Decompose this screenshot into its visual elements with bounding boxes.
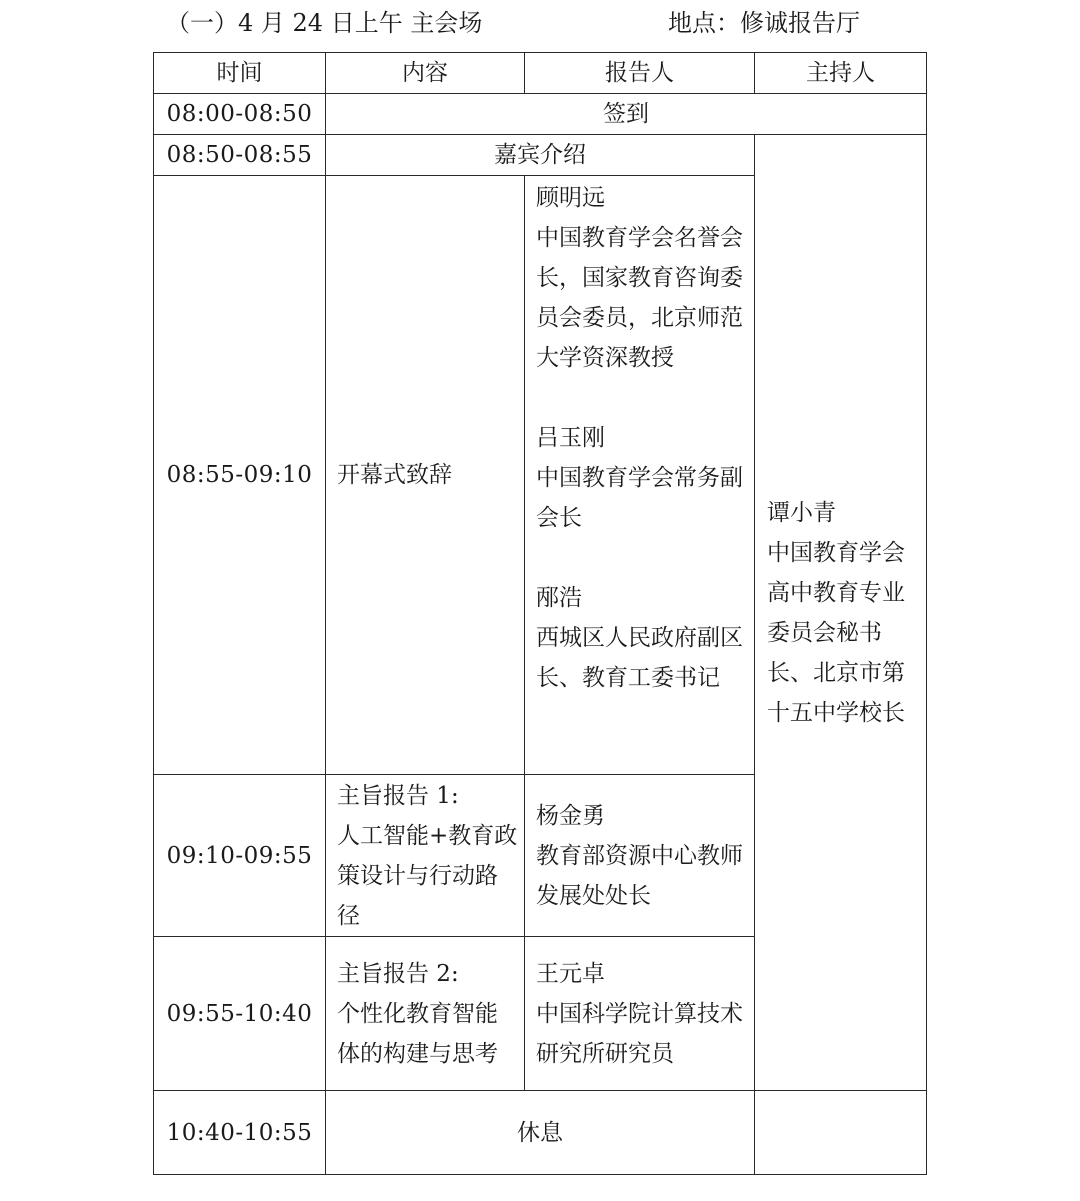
column-header-time: 时间 [154, 53, 326, 94]
content-cell: 休息 [326, 1091, 755, 1175]
speaker-cell [525, 176, 755, 775]
content-cell: 签到 [326, 94, 927, 135]
keynote-label: 主旨报告 1: [337, 782, 459, 809]
session-title: （一）4 月 24 日上午 主会场 [166, 9, 483, 37]
session-location: 地点：修诚报告厅 [668, 9, 860, 37]
time-cell: 08:00-08:50 [154, 94, 326, 135]
time-cell: 09:55-10:40 [154, 937, 326, 1091]
keynote-label: 主旨报告 2: [337, 960, 459, 987]
speaker-title: 中国教育学会常务副会长 [536, 465, 743, 531]
host-cell [755, 135, 927, 1091]
time-cell: 09:10-09:55 [154, 775, 326, 937]
speaker-cell [525, 937, 755, 1091]
keynote-title: 人工智能+教育政策设计与行动路径 [337, 822, 518, 929]
column-header-speaker: 报告人 [525, 53, 755, 94]
speaker-title: 教育部资源中心教师发展处处长 [536, 842, 743, 909]
content-cell [326, 775, 525, 937]
speaker-title: 中国教育学会名誉会长，国家教育咨询委员会委员，北京师范大学资深教授 [536, 225, 743, 371]
table-row [154, 135, 927, 176]
time-cell: 08:50-08:55 [154, 135, 326, 176]
speaker-title: 西城区人民政府副区长、教育工委书记 [536, 625, 743, 691]
speaker-name: 顾明远 [536, 185, 605, 211]
schedule-table [153, 52, 927, 1175]
content-cell: 开幕式致辞 [326, 176, 525, 775]
content-cell: 嘉宾介绍 [326, 135, 755, 176]
table-row [154, 94, 927, 135]
column-header-content: 内容 [326, 53, 525, 94]
content-cell [326, 937, 525, 1091]
host-title: 中国教育学会高中教育专业委员会秘书长、北京市第十五中学校长 [767, 539, 905, 726]
speaker-cell [525, 775, 755, 937]
speaker-name: 王元卓 [536, 960, 605, 987]
speaker-name: 邴浩 [536, 585, 582, 611]
speaker-title: 中国科学院计算技术研究所研究员 [536, 1000, 743, 1067]
table-row [154, 1091, 927, 1175]
host-name: 谭小青 [767, 499, 836, 526]
table-header-row [154, 53, 927, 94]
speaker-name: 杨金勇 [536, 802, 605, 829]
empty-cell [755, 1091, 927, 1175]
keynote-title: 个性化教育智能体的构建与思考 [337, 1000, 498, 1067]
time-cell: 08:55-09:10 [154, 176, 326, 775]
time-cell: 10:40-10:55 [154, 1091, 326, 1175]
speaker-name: 吕玉刚 [536, 425, 605, 451]
column-header-host: 主持人 [755, 53, 927, 94]
